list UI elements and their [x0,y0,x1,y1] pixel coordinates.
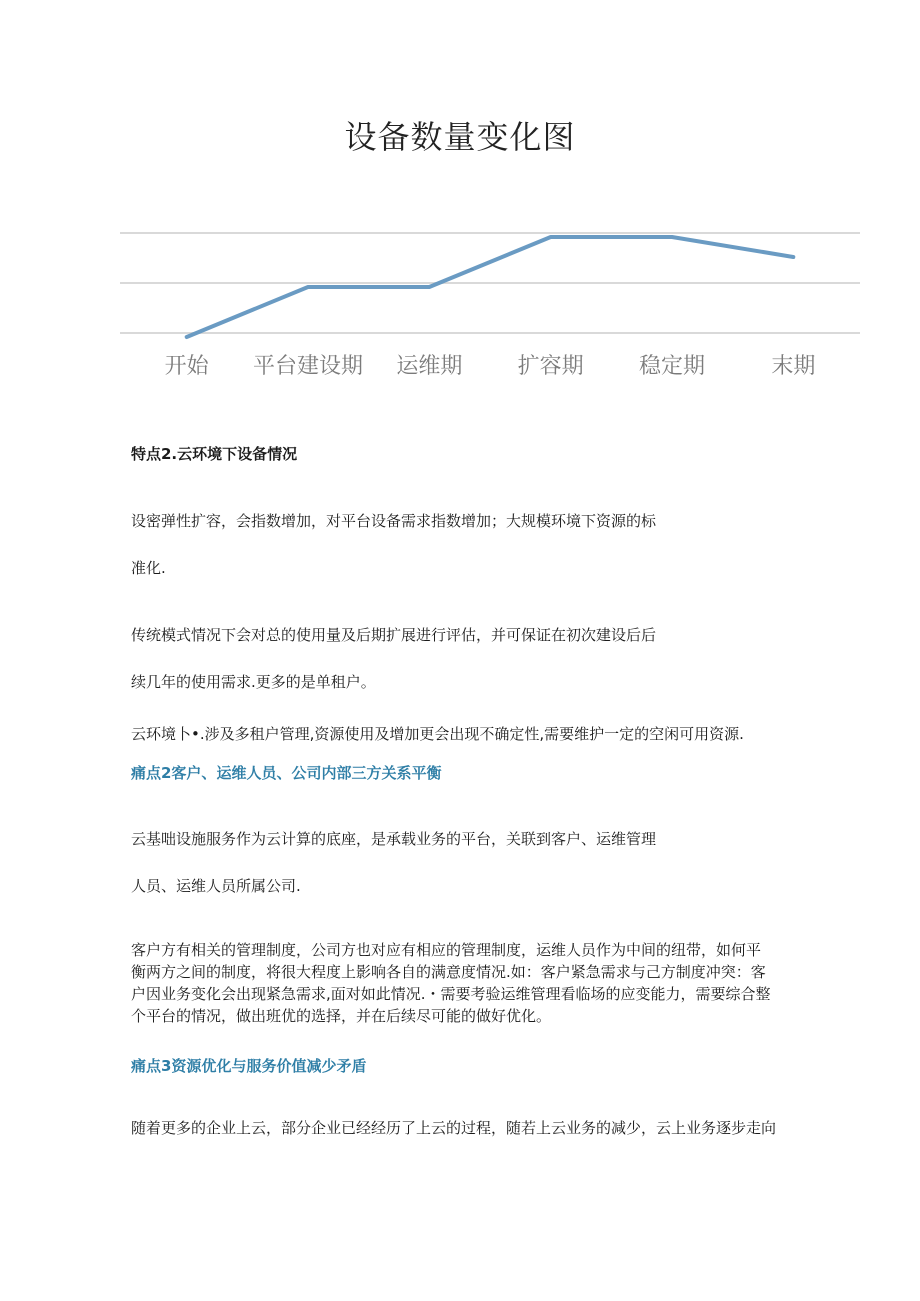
paragraph-line: 随着更多的企业上云，部分企业已经经历了上云的过程，随若上云业务的减少，云上业务逐步走向 [131,1119,777,1137]
paragraph-block [131,939,795,1027]
x-tick-label: 运维期 [396,354,463,379]
paragraph-line: 衡两方之间的制度，将很大程度上影响各自的满意度情况.如：客户紧急需求与己方制度冲突：客 [131,963,766,981]
x-tick-label: 末期 [771,354,816,379]
data-point [671,236,674,239]
paragraph-line: 客户方有相关的管理制度，公司方也对应有相应的管理制度，运维人员作为中间的纽带，如何平 [131,941,762,959]
data-point [428,286,431,289]
x-tick-label: 扩容期 [517,354,584,379]
paragraph-line: 户因业务变化会出现紧急需求,面对如此情况.・需要考验运维管理看临场的应变能力，需要综合整 [131,985,771,1003]
data-point [307,286,310,289]
chart-x-axis [165,354,816,379]
data-point [792,256,795,259]
chart-series [185,236,795,339]
section-heading-feature-2: 特点2.云环境下设备情况 [131,445,298,463]
section-heading-pain-2: 痛点2客户、运维人员、公司内部三方关系平衡 [131,764,442,782]
x-tick-label: 平台建设期 [252,354,364,379]
paragraph-line: 云基咄设施服务作为云计算的底座，是承载业务的平台，关联到客户、运维管理 [131,830,657,848]
data-point [185,336,188,339]
section-heading-pain-3: 痛点3资源优化与服务价值减少矛盾 [131,1057,367,1075]
paragraph-line: 准化. [131,559,166,577]
paragraph-line: 续几年的使用需求.更多的是单租户。 [131,673,376,691]
paragraph-line: 云环境卜•.涉及多租户管理,资源使用及增加更会出现不确定性,需要维护一定的空闲可用资源. [131,725,744,743]
paragraph-line: 设密弹性扩容，会指数增加，对平台设备需求指数增加；大规模环境下资源的标 [131,512,657,530]
x-tick-label: 开始 [164,354,209,379]
x-tick-label: 稳定期 [638,354,706,379]
paragraph-line: 人员、运维人员所属公司. [131,877,301,895]
data-point [549,236,552,239]
paragraph-line: 个平台的情况，做出班优的选择，并在后续尽可能的做好优化。 [131,1007,552,1025]
chart-title: 设备数量变化图 [344,118,576,156]
paragraph-line: 传统模式情况下会对总的使用量及后期扩展进行评估，并可保证在初次建设后后 [131,626,657,644]
series-line [187,237,794,337]
line-chart [120,220,860,390]
